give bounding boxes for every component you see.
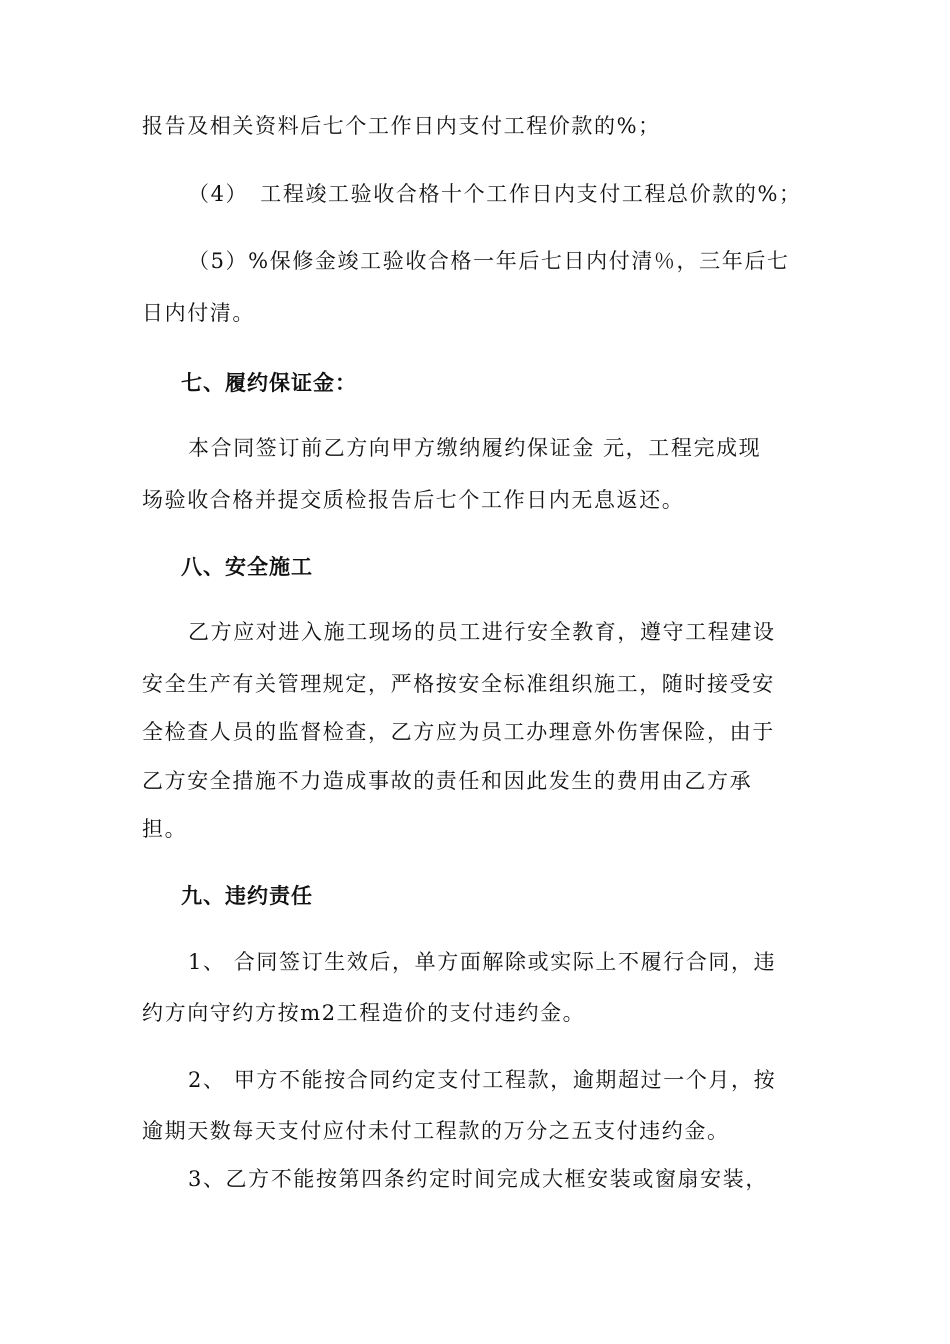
text-line: 乙方应对进入施工现场的员工进行安全教育，遵守工程建设 <box>188 620 776 644</box>
text-line: 报告及相关资料后七个工作日内支付工程价款的%； <box>142 114 661 138</box>
text-line: 安全生产有关管理规定，严格按安全标准组织施工，随时接受安 <box>142 672 775 696</box>
text-line: 1、 合同签订生效后，单方面解除或实际上不履行合同，违 <box>188 950 777 974</box>
text-line: 3、乙方不能按第四条约定时间完成大框安装或窗扇安装， <box>188 1167 768 1191</box>
text-line: 场验收合格并提交质检报告后七个工作日内无息返还。 <box>142 488 685 512</box>
text-line: （5）%保修金竣工验收合格一年后七日内付清％，三年后七 <box>188 249 790 273</box>
text-line: 本合同签订前乙方向甲方缴纳履约保证金 元，工程完成现 <box>188 436 762 460</box>
text-line: 逾期天数每天支付应付未付工程款的万分之五支付违约金。 <box>142 1119 730 1143</box>
section-heading: 七、履约保证金： <box>181 371 357 395</box>
text-line: 乙方安全措施不力造成事故的责任和因此发生的费用由乙方承 <box>142 769 753 793</box>
section-heading: 八、安全施工 <box>181 555 313 579</box>
text-line: 约方向守约方按m2工程造价的支付违约金。 <box>142 1001 586 1025</box>
text-line: 日内付清。 <box>142 301 255 325</box>
text-line: （4） 工程竣工验收合格十个工作日内支付工程总价款的%； <box>188 182 802 206</box>
text-line: 担。 <box>142 817 188 841</box>
text-line: 2、 甲方不能按合同约定支付工程款，逾期超过一个月，按 <box>188 1068 777 1092</box>
text-line: 全检查人员的监督检查，乙方应为员工办理意外伤害保险，由于 <box>142 720 775 744</box>
section-heading: 九、违约责任 <box>181 884 313 908</box>
